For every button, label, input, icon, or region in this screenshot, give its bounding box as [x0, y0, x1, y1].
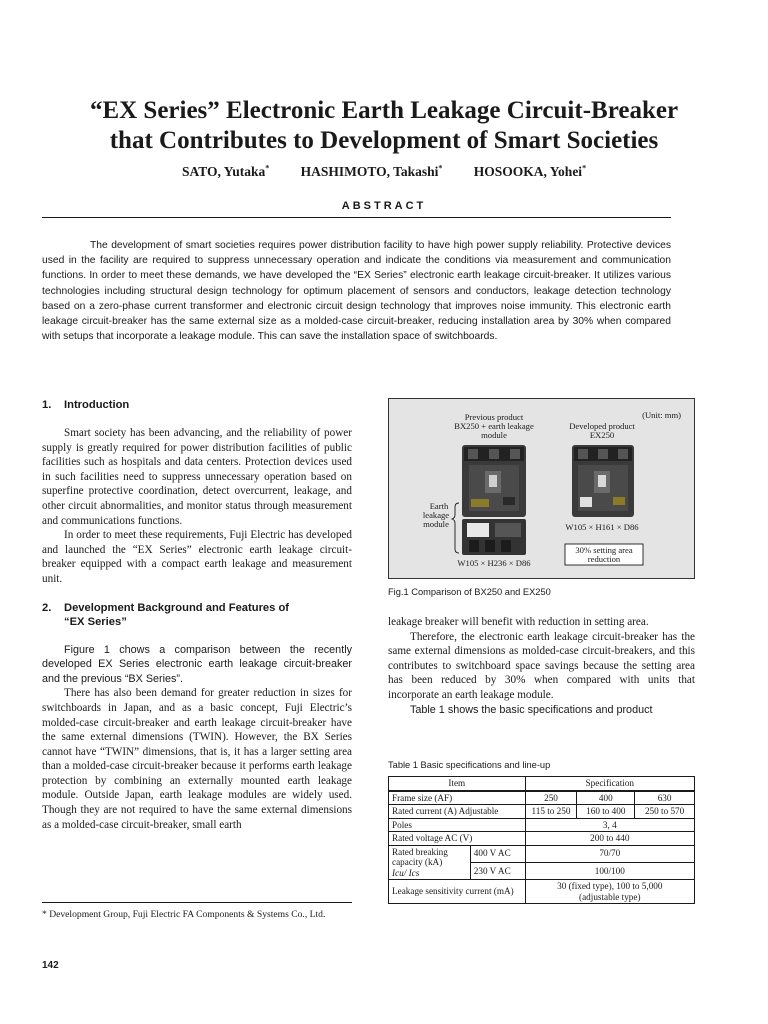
section-1-paragraph-2: In order to meet these requirements, Fuji Electric has developed and launched the “EX Series” electronic earth leakage circuit-breaker equipped with a compact earth leakage and measurement unit. [42, 529, 352, 585]
breaking-230v-label: 230 V AC [470, 862, 525, 879]
module-label-2: leakage [422, 510, 450, 520]
abstract-heading: ABSTRACT [341, 200, 427, 212]
right-p3-text: Table 1 shows the basic specifications and product [410, 703, 653, 716]
figure-1-caption: Fig.1 Comparison of BX250 and EX250 [388, 587, 551, 597]
breaking-400v-value: 70/70 [525, 845, 694, 862]
author-list [0, 163, 768, 180]
rated-current-value: 160 to 400 [577, 805, 635, 819]
section-2-number: 2. [42, 601, 52, 614]
figure-unit-label: (Unit: mm) [642, 410, 681, 420]
author-3-mark: * [582, 163, 587, 172]
reduction-label-2: reduction [587, 554, 621, 564]
author-1-mark: * [265, 163, 270, 172]
frame-size-value: 630 [635, 791, 695, 805]
section-2-paragraph-1 [42, 643, 352, 687]
author-1-name: SATO, Yutaka [181, 163, 266, 179]
footnote: * Development Group, Fuji Electric FA Components & Systems Co., Ltd. [42, 909, 326, 920]
section-1-number: 1. [42, 399, 52, 411]
earth-leakage-module-photo [462, 519, 526, 555]
prev-product-label-2: BX250 + earth leakage [454, 421, 534, 431]
left-column [42, 398, 352, 832]
breaking-capacity-label-2: Icu/ Ics [392, 867, 420, 878]
rated-current-value: 115 to 250 [525, 805, 577, 819]
section-2-title-line-2: “EX Series” [64, 615, 127, 628]
right-column [388, 615, 695, 717]
page-number: 142 [42, 960, 59, 971]
leakage-sensitivity-value-1: 30 (fixed type), 100 to 5,000 [557, 881, 663, 891]
table-header-row [389, 777, 695, 791]
module-label-3: module [423, 519, 449, 529]
author-3 [474, 164, 586, 179]
breaking-230v-value: 100/100 [525, 862, 694, 879]
poles-value: 3, 4 [525, 818, 694, 832]
table-header-spec: Specification [525, 777, 694, 791]
section-2-p1-text: Figure 1 chows a comparison between the recently developed EX Series electronic earth leakage circuit-breaker and the previous “BX Series”. [42, 643, 352, 685]
section-2-title-line-1: Development Background and Features of [64, 601, 290, 614]
section-2-heading [42, 601, 352, 629]
figure-1-illustration [389, 399, 694, 578]
section-2-paragraph-2: There has also been demand for greater reduction in sizes for switchboards in Japan, and as a basic concept, Fuji Electric’s molded-case circuit-breaker and earth leakage circuit-breaker have the same external dimensions (TWIN). However, the BX Series cannot have “TWIN” dimensions, that is, it has a larger setting area than a molded-case circuit-breaker because it performs earth leakage protection by combining an externally mounted earth leakage module. Outside Japan, earth leakage modules are widely used. Though they are not required to have the same external dimensions as a molded-case circuit-breaker, small earth [42, 687, 352, 831]
module-brace [452, 503, 459, 553]
prev-product-label-3: module [481, 430, 507, 440]
poles-label: Poles [389, 818, 526, 832]
bx250-breaker-photo [462, 445, 526, 517]
right-paragraph-2: Therefore, the electronic earth leakage circuit-breaker has the same external dimensions as molded-case circuit-breakers, and this contributes to switchboard space savings because the setting area has been reduced by 30% when compared with units that incorporate an earth leakage module. [388, 630, 695, 701]
table-row [389, 791, 695, 805]
leakage-sensitivity-value-2: (adjustable type) [579, 891, 641, 902]
author-1 [182, 164, 269, 179]
abstract-text: The development of smart societies requires power distribution facility to have high power supply reliability. Protective devices used in the facility are required to suppress unnecessary operation and indicate the conditions via measurement and communication functions. In order to meet these demands, we have developed the “EX Series” electronic earth leakage circuit-breaker. It utilizes various technologies including structural design technology for optimum placement of sensors and conductors, leakage detection technology based on a zero-phase current transformer and electronic circuit design technology that improves noise immunity. This electronic earth leakage circuit-breaker has the same external size as a molded-case circuit-breaker, reducing installation area by 30% when compared with setups that incorporate a leakage module. This can save the installation space of switchboards. [42, 240, 671, 343]
breaking-capacity-label [389, 845, 471, 880]
breaking-400v-label: 400 V AC [470, 845, 525, 862]
rated-current-value: 250 to 570 [635, 805, 695, 819]
table-row [389, 818, 695, 832]
prev-product-label-1: Previous product [464, 412, 524, 422]
dev-product-label-1: Developed product [569, 421, 635, 431]
table-header-item: Item [389, 777, 526, 791]
dim-prev-label: W105 × H236 × D86 [457, 558, 531, 568]
rated-voltage-label: Rated voltage AC (V) [389, 832, 526, 846]
right-paragraph-continued: leakage breaker will benefit with reduction in setting area. [388, 616, 649, 628]
section-1-paragraph-1: Smart society has been advancing, and the reliability of power supply is greatly required for power distribution facilities of public facilities such as hospitals and data centers. Protection devices used in such facilities need to suppress unnecessary operation based on superfine protective coordination, detect overcurrent, leakage, and other circuit abnormalities, and monitor status through measurement and communications functions. [42, 427, 352, 527]
dim-dev-label: W105 × H161 × D86 [565, 522, 639, 532]
breaking-capacity-label-1: Rated breaking capacity (kA) [392, 846, 448, 867]
leakage-sensitivity-label: Leakage sensitivity current (mA) [389, 880, 526, 904]
specifications-table [388, 776, 695, 904]
right-paragraph-3 [388, 703, 695, 718]
table-row [389, 805, 695, 819]
reduction-label-1: 30% setting area [575, 545, 633, 555]
title-line-1: “EX Series” Electronic Earth Leakage Circuit-Breaker [89, 97, 679, 124]
table-row [389, 832, 695, 846]
table-1-caption: Table 1 Basic specifications and line-up [388, 760, 551, 770]
frame-size-value: 250 [525, 791, 577, 805]
frame-size-label: Frame size (AF) [389, 791, 526, 805]
leakage-sensitivity-value [525, 880, 694, 904]
rated-voltage-value: 200 to 440 [525, 832, 694, 846]
author-2-mark: * [438, 163, 443, 172]
author-2-name: HASHIMOTO, Takashi [300, 163, 439, 179]
section-1-title: Introduction [64, 399, 130, 411]
abstract-rule [42, 217, 671, 218]
ex250-breaker-photo [572, 445, 634, 517]
dev-product-label-2: EX250 [589, 430, 615, 440]
table-row [389, 845, 695, 862]
figure-1 [388, 398, 695, 579]
rated-current-label: Rated current (A) Adjustable [389, 805, 526, 819]
author-2 [301, 164, 443, 179]
title-line-2: that Contributes to Development of Smart Societies [109, 127, 659, 154]
paper-title [20, 96, 748, 156]
frame-size-value: 400 [577, 791, 635, 805]
section-1-heading [42, 398, 352, 412]
author-3-name: HOSOOKA, Yohei [473, 163, 583, 179]
module-label-1: Earth [429, 501, 449, 511]
footnote-rule [42, 902, 352, 903]
table-row [389, 880, 695, 904]
